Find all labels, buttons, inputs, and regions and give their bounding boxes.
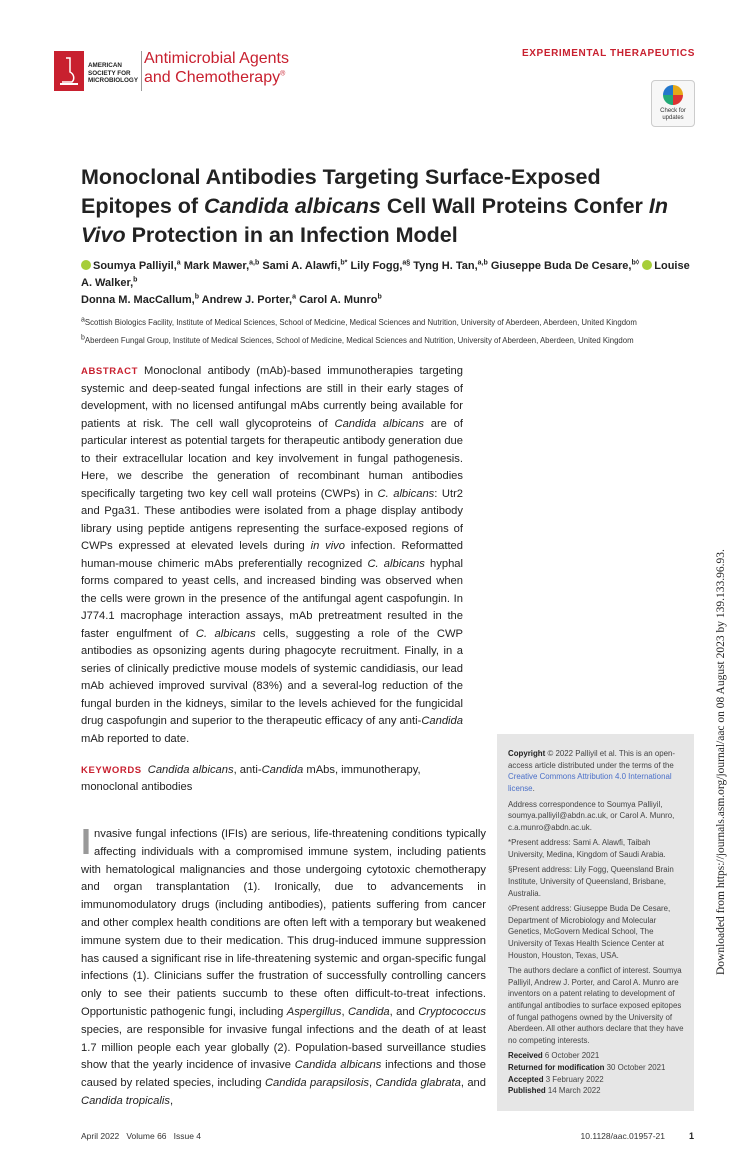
correspondence: Address correspondence to Soumya Palliyil, soumya.palliyil@abdn.ac.uk, or Carol A. Munro, c.a.munro@abdn.ac.uk. bbox=[508, 799, 675, 832]
abstract: ABSTRACT Monoclonal antibody (mAb)-based immunotherapies targeting systemic and deep-seated fungal infections are still in their early stages of development, with no licensed antifungal mAbs currently being available for patients at risk. The cell wall glycoproteins of Candida albicans are of particular interest as potential targets for therapeutic antibody generation due to their extracellular location and key involvement in fungal pathogenesis. Here, we describe the generation of recombinant human antibodies specifically targeting two key cell wall proteins (CWPs) in C. albicans: Utr2 and Pga31. These antibodies were isolated from a phage display antibody library using peptide antigens representing the surface-exposed regions of CWPs expressed at elevated levels during in vivo infection. Reformatted human-mouse chimeric mAbs preferentially recognized C. albicans hyphal forms compared to yeast cells, and increased binding was observed when the cells were grown in the presence of the antifungal agent caspofungin. In J774.1 macrophage interaction assays, mAb pretreatment resulted in the faster engulfment of C. albicans cells, suggesting a role of the CWP antibodies as opsonizing agents during phagocyte recruitment. Finally, in a series of clinically predictive mouse models of systemic candidiasis, our lead mAb achieved improved survival (83%) and a several-log reduction of the fungal burden in the kidneys, similar to the levels achieved for the fungicidal drug caspofungin and superior to the therapeutic efficacy of any anti-Candida mAb reported to date. bbox=[81, 365, 464, 745]
left-column bbox=[81, 363, 486, 1111]
license-link[interactable]: Creative Commons Attribution 4.0 International license bbox=[508, 772, 672, 793]
author-list: Soumya Palliyil,$^a$ Mark Mawer,$^{a,b}$ Sami A. Alawfi,$^{b*}$ Lily Fogg,$^{a\S}$ Tyng H. Tan,$^{a,b}$ Giuseppe Buda De Cesare,$^{b◊}$ Louise A. Walker,$^b$ Donna M. MacCallum,$^b$ Andrew J. Porter,$^a$ Carol A. Munro$^b$ bbox=[81, 259, 690, 306]
journal-name: Antimicrobial Agents and Chemotherapy® bbox=[144, 50, 289, 86]
page-footer bbox=[81, 1131, 694, 1141]
affiliations: $^a$Scottish Biologics Facility, Institute of Medical Sciences, School of Medicine, Medical Sciences and Nutrition, University of Aberdeen, Aberdeen, United Kingdom $^b$Aberdeen Fungal Group, Institute of Medical Sciences, School of Medicine, Medical Sciences and Nutrition, University of Aberdeen, Aberdeen, United Kingdom bbox=[81, 316, 637, 345]
society-name: AMERICAN SOCIETY FOR MICROBIOLOGY bbox=[88, 62, 139, 84]
body-text: Invasive fungal infections (IFIs) are serious, life-threatening conditions typically affecting individuals with a compromised immune system, including patients with hematological malignancies and those undergoing cytotoxic chemotherapy and organ transplantation (1). Ironically, due to advancements in immunomodulatory drugs (including antibodies), patients suffering from cancer and other complex health conditions are often left with a temporary but weakened immune system due to their medication. This drug-induced immune suppression has caused a significant rise in life-threatening systemic and organ-specific fungal infections (1). Clinicians suffer the frustration of successfully controlling cancers only to see their patients succumb to these often difficult-to-treat infections. Opportunistic pathogenic fungi, including Aspergillus, Candida, and Cryptococcus species, are responsible for invasive fungal infections and the death of at least 1.7 million people each year globally (2). Population-based surveillance studies show that the yearly incidence of invasive Candida albicans infections and those caused by related species, including Candida parapsilosis, Candida glabrata, and Candida tropicalis, bbox=[81, 821, 487, 1107]
check-for-updates-button[interactable]: Check for updates bbox=[651, 80, 695, 127]
download-watermark: Downloaded from https://journals.asm.org/journal/aac on 08 August 2023 by 139.133.96.93. bbox=[715, 549, 727, 975]
orcid-icon[interactable] bbox=[81, 260, 91, 270]
doi[interactable]: 10.1128/aac.01957-21 bbox=[580, 1130, 665, 1141]
article-title: Monoclonal Antibodies Targeting Surface-Exposed Epitopes of Candida albicans Cell Wall Proteins Confer In Vivo Protection in an Infection Model bbox=[81, 165, 668, 247]
section-label: EXPERIMENTAL THERAPEUTICS bbox=[522, 48, 695, 59]
content-row bbox=[81, 363, 694, 1111]
orcid-icon[interactable] bbox=[642, 260, 652, 270]
page-number: 1 bbox=[688, 1130, 694, 1141]
article-dates: Received 6 October 2021 Returned for modification 30 October 2021 Accepted 3 February 2022 Published 14 March 2022 bbox=[508, 1051, 666, 1096]
issue-info: April 2022 Volume 66 Issue 4 bbox=[81, 1130, 202, 1141]
article-info-sidebar: Copyright © 2022 Palliyil et al. This is an open-access article distributed under the terms of the Creative Commons Attribution 4.0 International license. Address correspondence to Soumya Palliyil, soumya.palliyil@abdn.ac.uk, or Carol A. Munro, c.a.munro@abdn.ac.uk. *Present address: Sami A. Alawfi, Taibah University, Medina, Kingdom of Saudi Arabia. §Present address: Lily Fogg, Queensland Brain Institute, University of Queensland, Brisbane, Australia. ◊Present address: Giuseppe Buda De Cesare, Department of Microbiology and Molecular Genetics, McGovern Medical School, The University of Texas Health Science Center at Houston, Houston, Texas, USA. The authors declare a conflict of interest. Soumya Palliyil, Andrew J. Porter, and Carol A. Munro are inventors on a patent relating to development of antifungal antibodies to surface exposed epitopes of fungal pathogens owned by the University of Aberdeen. All other authors declare that they have no competing interests. Received 6 October 2021 Returned for modification 30 October 2021 Accepted 3 February 2022 Published 14 March 2022 bbox=[497, 734, 694, 1111]
conflict-statement: The authors declare a conflict of interest. Soumya Palliyil, Andrew J. Porter, and Carol A. Munro are inventors on a patent relating to development of antifungal antibodies to surface exposed epitopes of fungal pathogens owned by the University of Aberdeen. All other authors declare that they have no competing interests. bbox=[508, 966, 684, 1045]
keywords: KEYWORDS Candida albicans, anti-Candida mAbs, immunotherapy, monoclonal antibodies bbox=[81, 764, 421, 793]
